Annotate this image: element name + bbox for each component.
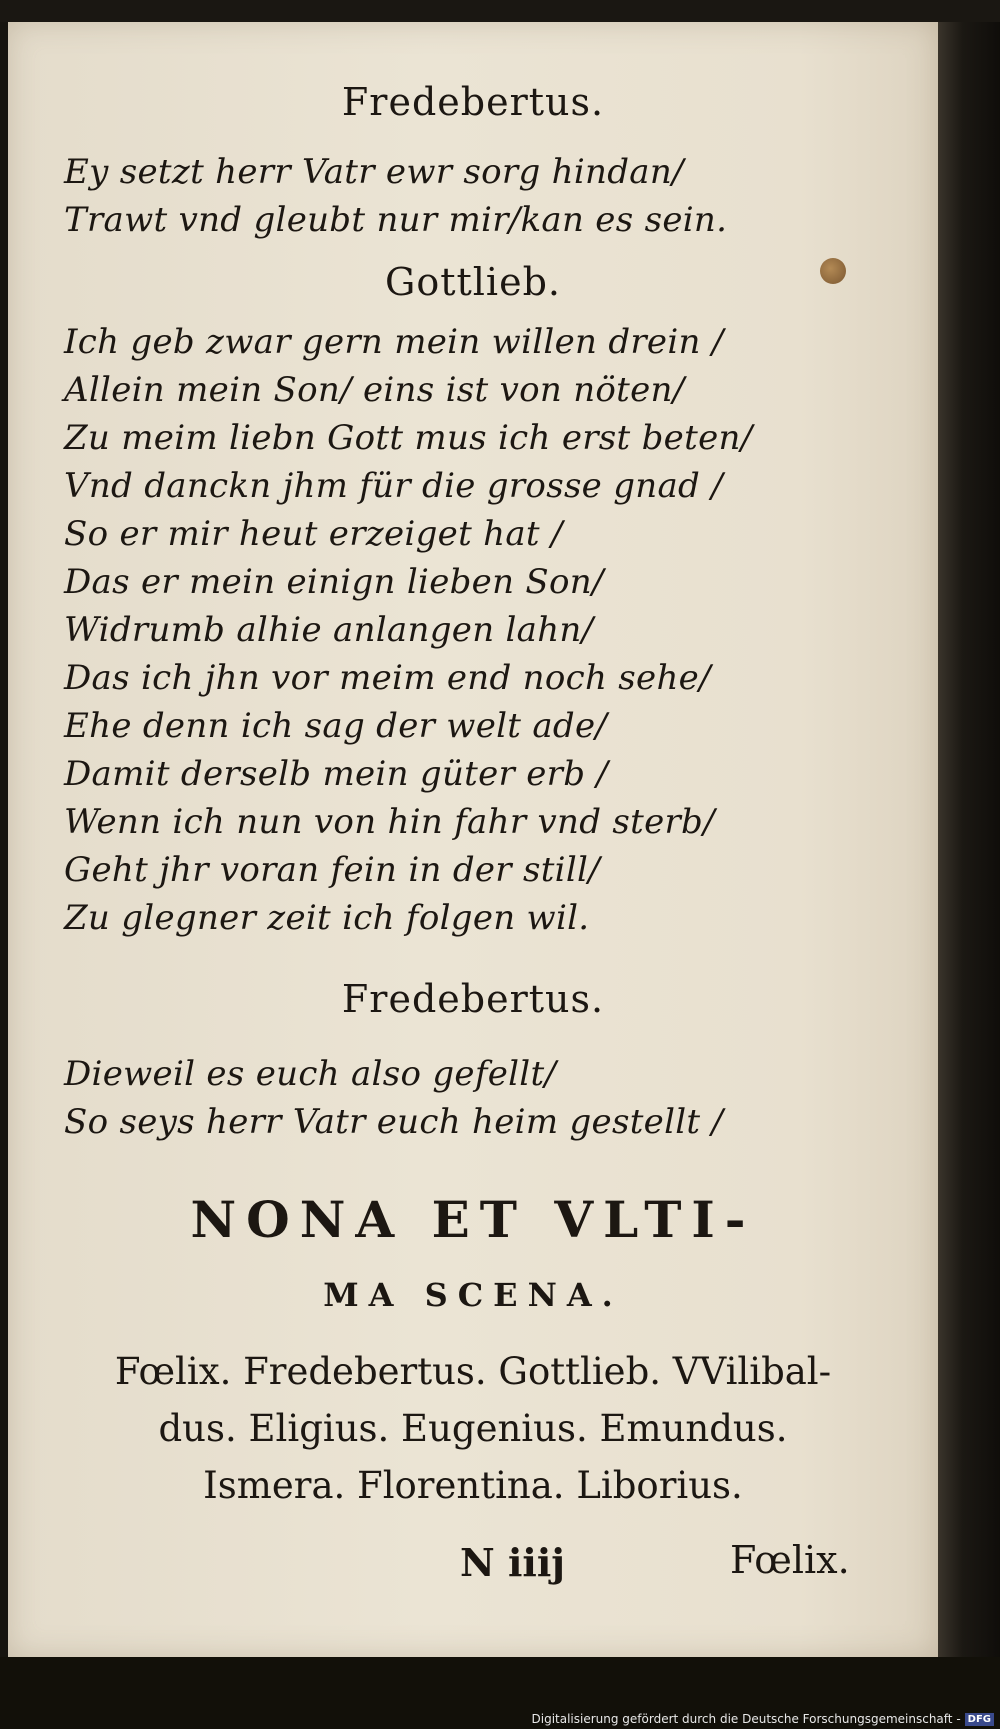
- verse-line: So er mir heut erzeiget hat /: [64, 514, 563, 554]
- verse-line: Zu glegner zeit ich folgen wil.: [64, 898, 590, 938]
- cast-list-line: Ismera. Florentina. Liborius.: [203, 1464, 743, 1507]
- credit-text: Digitalisierung gefördert durch die Deutsche Forschungsgemeinschaft -: [531, 1712, 961, 1726]
- verse-line: Zu meim liebn Gott mus ich erst beten/: [64, 418, 753, 458]
- book-page: [8, 22, 938, 1657]
- verse-line: Dieweil es euch also gefellt/: [64, 1054, 557, 1094]
- verse-line: Widrumb alhie anlangen lahn/: [64, 610, 594, 650]
- verse-line: Das er mein einign lieben Son/: [64, 562, 604, 602]
- verse-line: Trawt vnd gleubt nur mir/kan es sein.: [64, 200, 728, 240]
- scene-heading: NONA ET VLTI-: [190, 1190, 756, 1249]
- verse-line: Ich geb zwar gern mein willen drein /: [64, 322, 724, 362]
- dfg-logo-icon: DFG: [965, 1713, 994, 1726]
- speaker-name: Fredebertus.: [341, 977, 605, 1021]
- scan-top-edge: [0, 0, 1000, 22]
- verse-line: Geht jhr voran fein in der still/: [64, 850, 600, 890]
- verse-line: Allein mein Son/ eins ist von nöten/: [64, 370, 685, 410]
- speaker-name: Gottlieb.: [385, 260, 561, 304]
- verse-line: Damit derselb mein güter erb /: [64, 754, 609, 794]
- verse-line: So seys herr Vatr euch heim gestellt /: [64, 1102, 724, 1142]
- verse-line: Vnd danckn jhm für die grosse gnad /: [64, 466, 723, 506]
- catchword: Fœlix.: [730, 1538, 850, 1582]
- paper-stain: [820, 258, 846, 284]
- cast-list-line: dus. Eligius. Eugenius. Emundus.: [158, 1407, 788, 1450]
- signature-mark: N iiij: [460, 1540, 566, 1585]
- digitization-credit: [532, 1712, 995, 1726]
- verse-line: Ey setzt herr Vatr ewr sorg hindan/: [64, 152, 684, 192]
- cast-list-line: Fœlix. Fredebertus. Gottlieb. VVilibal-: [114, 1350, 832, 1393]
- speaker-name: Fredebertus.: [341, 80, 605, 124]
- verse-line: Das ich jhn vor meim end noch sehe/: [64, 658, 711, 698]
- verse-line: Wenn ich nun von hin fahr vnd sterb/: [64, 802, 715, 842]
- verse-line: Ehe denn ich sag der welt ade/: [64, 706, 608, 746]
- scene-heading-continued: MA SCENA.: [323, 1276, 623, 1314]
- scan-right-edge: [938, 22, 1000, 1657]
